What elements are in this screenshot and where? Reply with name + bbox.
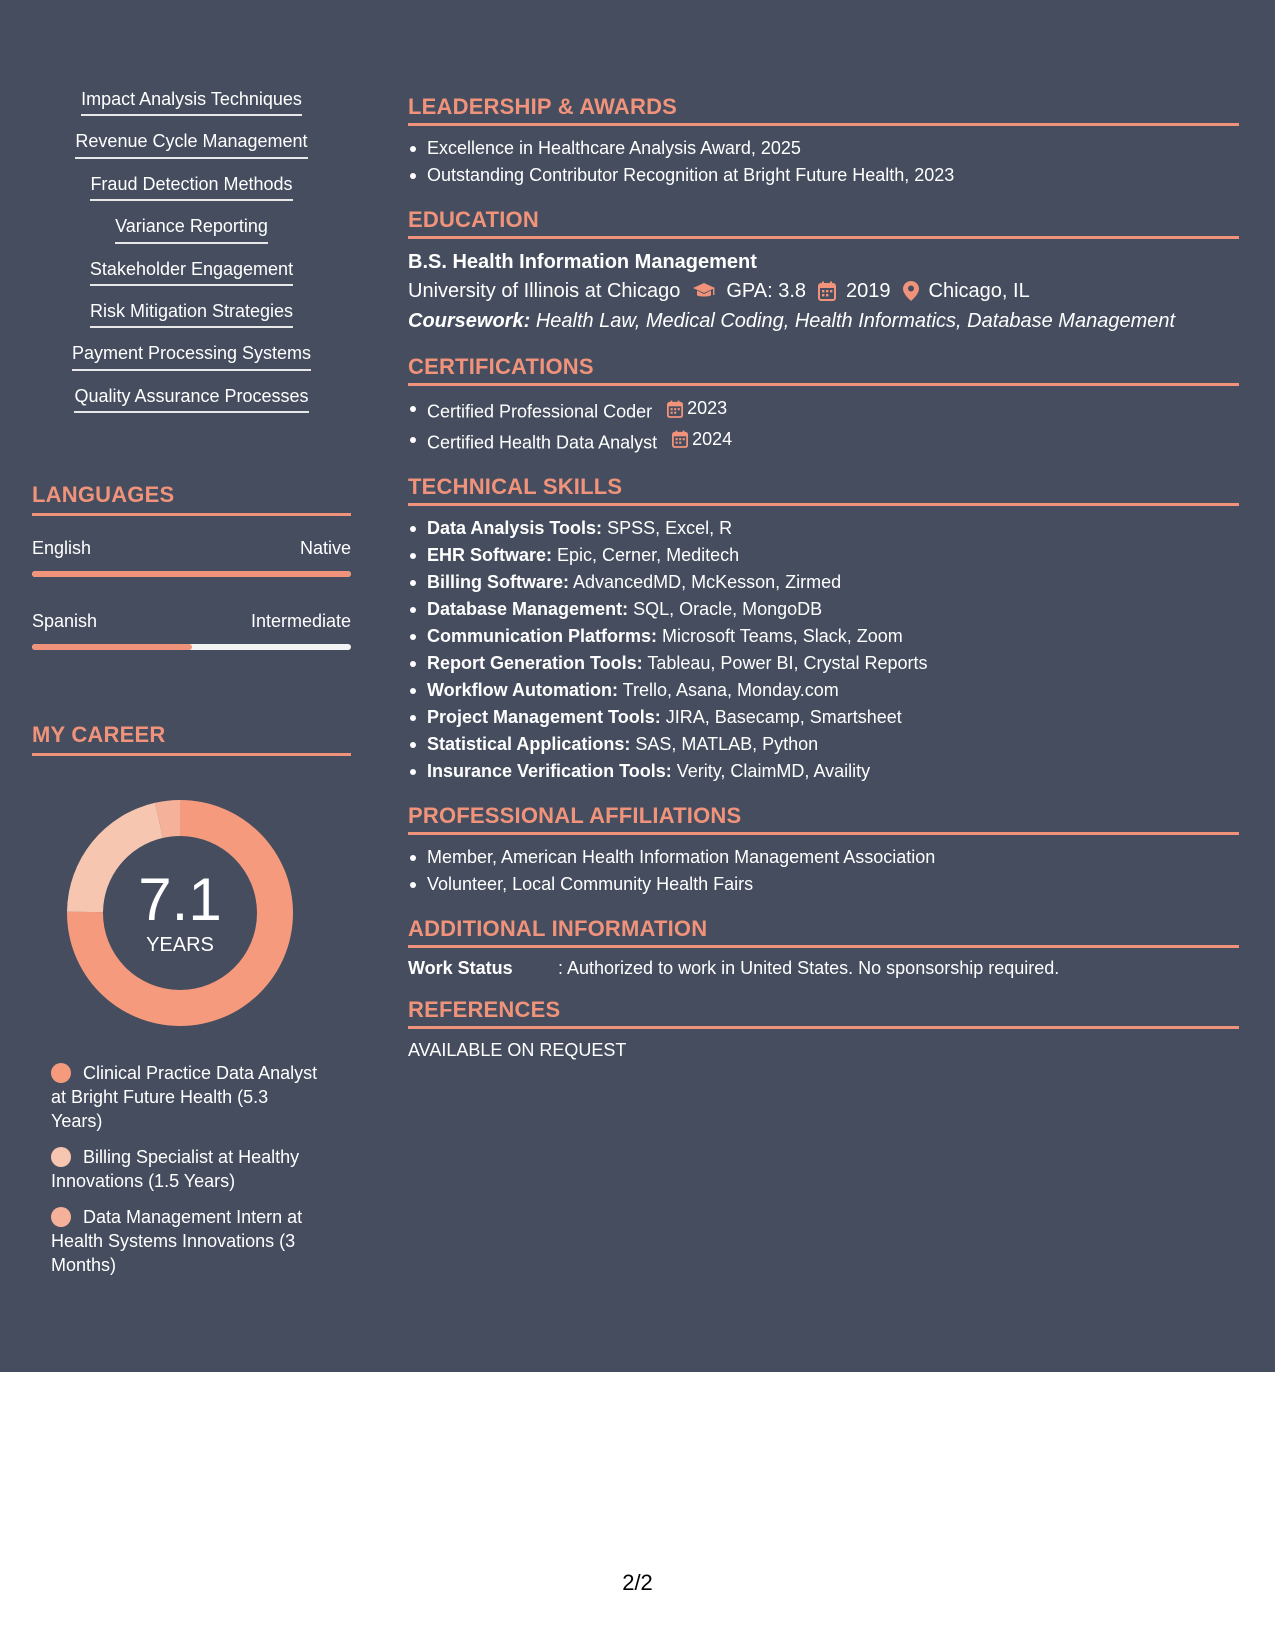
affiliations-heading: PROFESSIONAL AFFILIATIONS xyxy=(408,803,1239,835)
skill-category: Billing Software: xyxy=(427,572,570,592)
leadership-section xyxy=(408,94,1239,189)
donut-center xyxy=(67,800,293,1026)
skill-category: EHR Software: xyxy=(427,545,553,565)
technical-skills-section xyxy=(408,474,1239,785)
education-degree: B.S. Health Information Management xyxy=(408,251,757,273)
skill-category: Data Analysis Tools: xyxy=(427,518,603,538)
affiliations-section xyxy=(408,803,1239,898)
calendar-icon xyxy=(672,430,688,448)
calendar-icon xyxy=(818,281,836,301)
education-coursework xyxy=(408,306,1239,336)
languages-heading: LANGUAGES xyxy=(32,482,351,516)
calendar-icon xyxy=(667,400,683,418)
skill-tag: Quality Assurance Processes xyxy=(74,385,308,413)
skill-values: JIRA, Basecamp, Smartsheet xyxy=(665,707,902,727)
education-school: University of Illinois at Chicago xyxy=(408,280,681,302)
language-row xyxy=(32,611,351,632)
certification-year: 2023 xyxy=(687,398,728,418)
additional-info-section xyxy=(408,916,1239,979)
skill-tag: Fraud Detection Methods xyxy=(90,173,292,201)
list-item: Excellence in Healthcare Analysis Award, 2025 xyxy=(408,135,1239,162)
legend-item xyxy=(51,1145,321,1193)
references-text: AVAILABLE ON REQUEST xyxy=(408,1040,627,1060)
skill-category: Statistical Applications: xyxy=(427,734,631,754)
skill-category: Report Generation Tools: xyxy=(427,653,643,673)
education-heading: EDUCATION xyxy=(408,207,1239,239)
career-section xyxy=(32,722,351,756)
coursework-value: Health Law, Medical Coding, Health Informatics, Database Management xyxy=(535,310,1176,332)
technical-skill-item xyxy=(408,704,1239,731)
coursework-label: Coursework: xyxy=(408,310,531,332)
education-section xyxy=(408,207,1239,336)
skill-values: SPSS, Excel, R xyxy=(607,518,733,538)
skill-values: AdvancedMD, McKesson, Zirmed xyxy=(573,572,842,592)
list-item: Volunteer, Local Community Health Fairs xyxy=(408,871,1239,898)
certifications-heading: CERTIFICATIONS xyxy=(408,354,1239,386)
language-proficiency-fill xyxy=(32,644,192,650)
languages-section xyxy=(32,482,351,650)
location-pin-icon xyxy=(903,281,919,301)
technical-skill-item xyxy=(408,515,1239,542)
skill-values: Tableau, Power BI, Crystal Reports xyxy=(647,653,928,673)
legend-dot-icon xyxy=(51,1063,71,1083)
language-proficiency-bar xyxy=(32,644,351,650)
language-proficiency-fill xyxy=(32,571,351,577)
skill-category: Project Management Tools: xyxy=(427,707,661,727)
graduation-cap-icon xyxy=(692,282,716,300)
language-level: Intermediate xyxy=(250,611,351,631)
language-name: English xyxy=(32,538,92,558)
skill-category: Database Management: xyxy=(427,599,629,619)
certification-item xyxy=(408,395,1239,426)
career-donut-chart xyxy=(67,800,293,1026)
language-level: Native xyxy=(299,538,351,558)
skill-values: SQL, Oracle, MongoDB xyxy=(633,599,823,619)
technical-skills-heading: TECHNICAL SKILLS xyxy=(408,474,1239,506)
technical-skill-item xyxy=(408,569,1239,596)
legend-label: Data Management Intern at Health Systems Innovations (3 Months) xyxy=(51,1207,303,1275)
certification-item xyxy=(408,426,1239,457)
career-legend xyxy=(51,1061,321,1289)
skill-category: Insurance Verification Tools: xyxy=(427,761,672,781)
career-years-unit: YEARS xyxy=(146,933,214,956)
legend-item xyxy=(51,1205,321,1277)
work-status-label: Work Status xyxy=(408,958,513,978)
skills-list xyxy=(32,82,351,413)
references-section xyxy=(408,997,1239,1061)
skill-category: Workflow Automation: xyxy=(427,680,618,700)
certification-year: 2024 xyxy=(692,428,733,449)
skill-tag: Stakeholder Engagement xyxy=(90,258,293,286)
technical-skill-item xyxy=(408,731,1239,758)
references-heading: REFERENCES xyxy=(408,997,1239,1029)
skill-values: Microsoft Teams, Slack, Zoom xyxy=(662,626,903,646)
legend-label: Clinical Practice Data Analyst at Bright Future Health (5.3 Years) xyxy=(51,1063,318,1131)
education-details xyxy=(408,276,1239,306)
education-gpa: GPA: 3.8 xyxy=(726,280,807,302)
certification-name: Certified Professional Coder xyxy=(427,401,653,422)
technical-skill-item xyxy=(408,650,1239,677)
technical-skill-item xyxy=(408,542,1239,569)
language-row xyxy=(32,538,351,559)
language-name: Spanish xyxy=(32,611,98,631)
certification-date xyxy=(672,426,732,453)
leadership-heading: LEADERSHIP & AWARDS xyxy=(408,94,1239,126)
work-status-row xyxy=(408,958,1239,979)
certifications-section xyxy=(408,354,1239,456)
certification-date xyxy=(667,395,727,422)
legend-item xyxy=(51,1061,321,1133)
career-total-years: 7.1 xyxy=(138,865,222,933)
skill-tag: Risk Mitigation Strategies xyxy=(90,300,293,328)
skill-values: Epic, Cerner, Meditech xyxy=(557,545,740,565)
skill-tag: Payment Processing Systems xyxy=(72,342,311,370)
education-year: 2019 xyxy=(846,280,891,302)
technical-skill-item xyxy=(408,596,1239,623)
technical-skill-item xyxy=(408,623,1239,650)
education-location: Chicago, IL xyxy=(928,280,1030,302)
work-status-value: : Authorized to work in United States. No sponsorship required. xyxy=(558,958,1060,978)
certification-name: Certified Health Data Analyst xyxy=(427,432,658,452)
language-proficiency-bar xyxy=(32,571,351,577)
career-heading: MY CAREER xyxy=(32,722,351,756)
main-column xyxy=(408,94,1239,1079)
legend-dot-icon xyxy=(51,1147,71,1167)
skill-values: SAS, MATLAB, Python xyxy=(635,734,819,754)
additional-info-heading: ADDITIONAL INFORMATION xyxy=(408,916,1239,948)
list-item: Outstanding Contributor Recognition at Bright Future Health, 2023 xyxy=(408,162,1239,189)
technical-skill-item xyxy=(408,758,1239,785)
skill-tag: Revenue Cycle Management xyxy=(75,130,307,158)
page-number: 2/2 xyxy=(622,1570,653,1595)
skill-values: Verity, ClaimMD, Availity xyxy=(676,761,871,781)
technical-skill-item xyxy=(408,677,1239,704)
skill-values: Trello, Asana, Monday.com xyxy=(622,680,839,700)
skill-tag: Variance Reporting xyxy=(115,215,268,243)
skill-tag: Impact Analysis Techniques xyxy=(81,88,302,116)
legend-label: Billing Specialist at Healthy Innovations (1.5 Years) xyxy=(51,1147,300,1191)
list-item: Member, American Health Information Management Association xyxy=(408,844,1239,871)
skill-category: Communication Platforms: xyxy=(427,626,658,646)
legend-dot-icon xyxy=(51,1207,71,1227)
